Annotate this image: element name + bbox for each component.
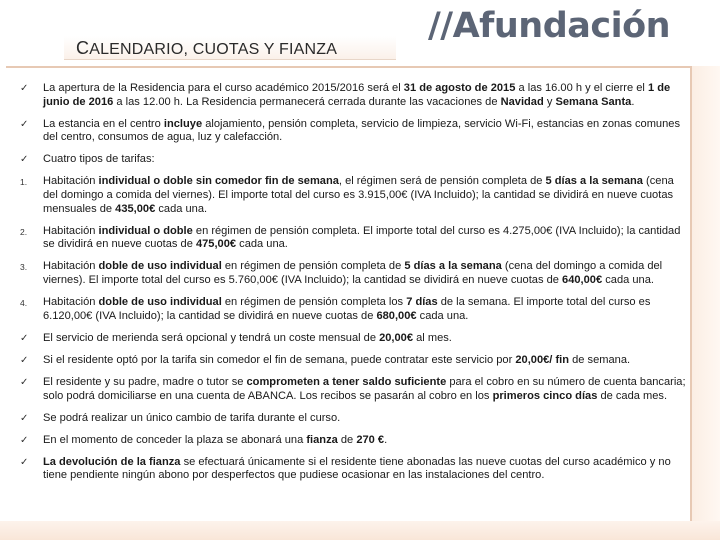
page-title [64, 36, 396, 60]
bold-text: primeros cinco días [492, 389, 598, 402]
text-segment: cada una. [416, 309, 469, 322]
text-segment: para el cobro en su número de cuenta bancaria; solo podrá domiciliarse en una cuenta de ABANCA. Los recibos se pasarán al cobro en los [43, 376, 686, 402]
bold-text: Semana Santa [555, 95, 632, 108]
bold-text: 5 días a la semana [404, 260, 502, 273]
text-segment: Si el residente optó por la tarifa sin comedor el fin de semana, puede contratar este servicio por [43, 353, 516, 366]
list-item [20, 175, 688, 216]
text-segment: a las 16.00 h y el cierre el [515, 82, 648, 94]
text-segment: al mes. [413, 331, 452, 344]
text-segment: . [631, 95, 635, 108]
text-segment: se efectuará únicamente si el residente tiene abonadas las nueve cuotas del curso académico y no tiene pendiente ningún abono por desperfectos que pudiese ocasionar en las instalaciones del centro. [43, 455, 671, 482]
bold-text: doble de uso individual [98, 296, 222, 309]
text-segment: La estancia en el centro [43, 117, 164, 130]
list-item [20, 118, 688, 145]
list-item [20, 434, 688, 448]
list-item [20, 456, 688, 483]
bold-text: 475,00€ [195, 238, 237, 251]
list-number: 3. [20, 262, 28, 273]
bold-text: individual o doble sin comedor fin de semana [98, 175, 339, 188]
text-segment: en régimen de pensión completa de [221, 260, 405, 273]
checkmark-icon: ✓ [20, 412, 29, 424]
bold-text: 640,00€ [562, 274, 603, 287]
checkmark-icon: ✓ [20, 332, 29, 344]
list-number: 4. [20, 298, 28, 309]
text-segment: cada una. [602, 274, 654, 287]
list-item [20, 153, 688, 167]
bold-text: 680,00€ [376, 309, 417, 322]
text-segment: El servicio de merienda será opcional y tendrá un coste mensual de [43, 331, 380, 344]
bold-text: 5 días a la semana [545, 175, 643, 188]
list-item [20, 412, 688, 426]
text-segment: a las 12.00 h. La Residencia permanecerá cerrada durante las vacaciones de [113, 95, 501, 108]
checkmark-icon: ✓ [20, 377, 29, 388]
bold-text: 435,00€ [115, 202, 156, 215]
item-text [43, 376, 686, 402]
list-number: 2. [20, 226, 28, 237]
text-segment: y [543, 95, 556, 108]
text-segment: Cuatro tipos de tarifas: [43, 153, 155, 166]
item-text [43, 153, 155, 165]
list-item [20, 332, 688, 346]
list-item [20, 260, 688, 287]
list-item [20, 376, 688, 403]
checkmark-icon: ✓ [20, 354, 29, 366]
item-text [43, 225, 680, 251]
text-segment: en régimen de pensión completa. El importe total del curso es 4.275,00€ (IVA Incluido); la cantidad se dividirá en nueve cuotas de [43, 224, 681, 251]
text-segment: alojamiento, pensión completa, servicio de limpieza, servicio Wi-Fi, estancias en zonas comunes del centro, consumos de agua, luz y calefacción. [43, 117, 680, 144]
list-item [20, 354, 688, 368]
text-segment: (cena del domingo a comida del viernes). El importe total del curso es 3.915,00€ (IVA Incluido); la cantidad se dividirá en nueve cuotas mensuales de [43, 175, 674, 215]
item-text [43, 354, 630, 366]
text-segment: cada una. [155, 202, 208, 215]
item-text [43, 260, 662, 286]
bold-text: incluye [163, 117, 203, 130]
item-text [43, 412, 340, 424]
checkmark-icon: ✓ [20, 83, 29, 94]
text-segment: Habitación [43, 224, 99, 237]
text-segment: (cena del domingo a comida del viernes). El importe total del curso es 5.760,00€ (IVA Incluido); la cantidad se dividirá en nueve cuotas de [43, 260, 663, 287]
bold-text: 20,00€/ fin [515, 353, 570, 366]
text-segment: , el régimen será de pensión completa de [338, 175, 546, 188]
afundacion-logo: //Afundación [428, 6, 671, 46]
list-item [20, 225, 688, 252]
text-segment: de la semana. El importe total del curso es 6.120,00€ (IVA Incluido); la cantidad se dividirá en nueve cuotas de [43, 296, 651, 322]
item-text [43, 434, 387, 446]
bold-text: 270 € [356, 433, 385, 446]
text-segment: en régimen de pensión completa los [221, 296, 407, 309]
text-segment: de cada mes. [597, 389, 668, 402]
checkmark-icon: ✓ [20, 118, 29, 130]
text-segment: Habitación [43, 175, 99, 188]
checkmark-icon: ✓ [20, 434, 29, 446]
title-rest: ALENDARIO, CUOTAS Y FIANZA [89, 41, 338, 58]
text-segment: Habitación [43, 260, 99, 273]
item-text [43, 456, 671, 482]
list-item [20, 82, 688, 109]
text-segment: El residente y su padre, madre o tutor se [43, 376, 247, 388]
text-segment: La apertura de la Residencia para el curso académico 2015/2016 será el [43, 82, 404, 94]
checkmark-icon: ✓ [20, 456, 29, 468]
title-initial: C [76, 38, 90, 58]
item-text [43, 82, 670, 108]
bold-text: 7 días [406, 296, 438, 309]
text-segment: cada una. [236, 238, 288, 251]
text-segment: . [384, 433, 388, 446]
item-text [43, 118, 680, 144]
bold-text: fianza [306, 433, 338, 446]
bold-text: Navidad [500, 95, 544, 108]
bold-text: 20,00€ [379, 331, 414, 344]
decorative-bottom-band [0, 521, 720, 540]
item-text [43, 296, 650, 322]
bold-text: La devolución de la fianza [43, 455, 181, 468]
item-text [43, 332, 452, 344]
text-segment: Se podrá realizar un único cambio de tarifa durante el curso. [43, 411, 341, 424]
bold-text: doble de uso individual [98, 260, 222, 273]
bold-text: individual o doble [98, 224, 193, 237]
bold-text: 1 de junio de 2016 [43, 82, 671, 108]
text-segment: de semana. [569, 353, 631, 366]
rules-list [20, 82, 688, 492]
decorative-right-band [692, 66, 720, 540]
text-segment: Habitación [43, 296, 99, 309]
checkmark-icon: ✓ [20, 154, 29, 166]
item-text [43, 175, 674, 214]
list-number: 1. [20, 177, 28, 188]
bold-text: comprometen a tener saldo suficiente [246, 376, 447, 388]
list-item [20, 296, 688, 323]
text-segment: de [337, 433, 357, 446]
text-segment: En el momento de conceder la plaza se abonará una [43, 433, 307, 446]
bold-text: 31 de agosto de 2015 [403, 82, 516, 94]
